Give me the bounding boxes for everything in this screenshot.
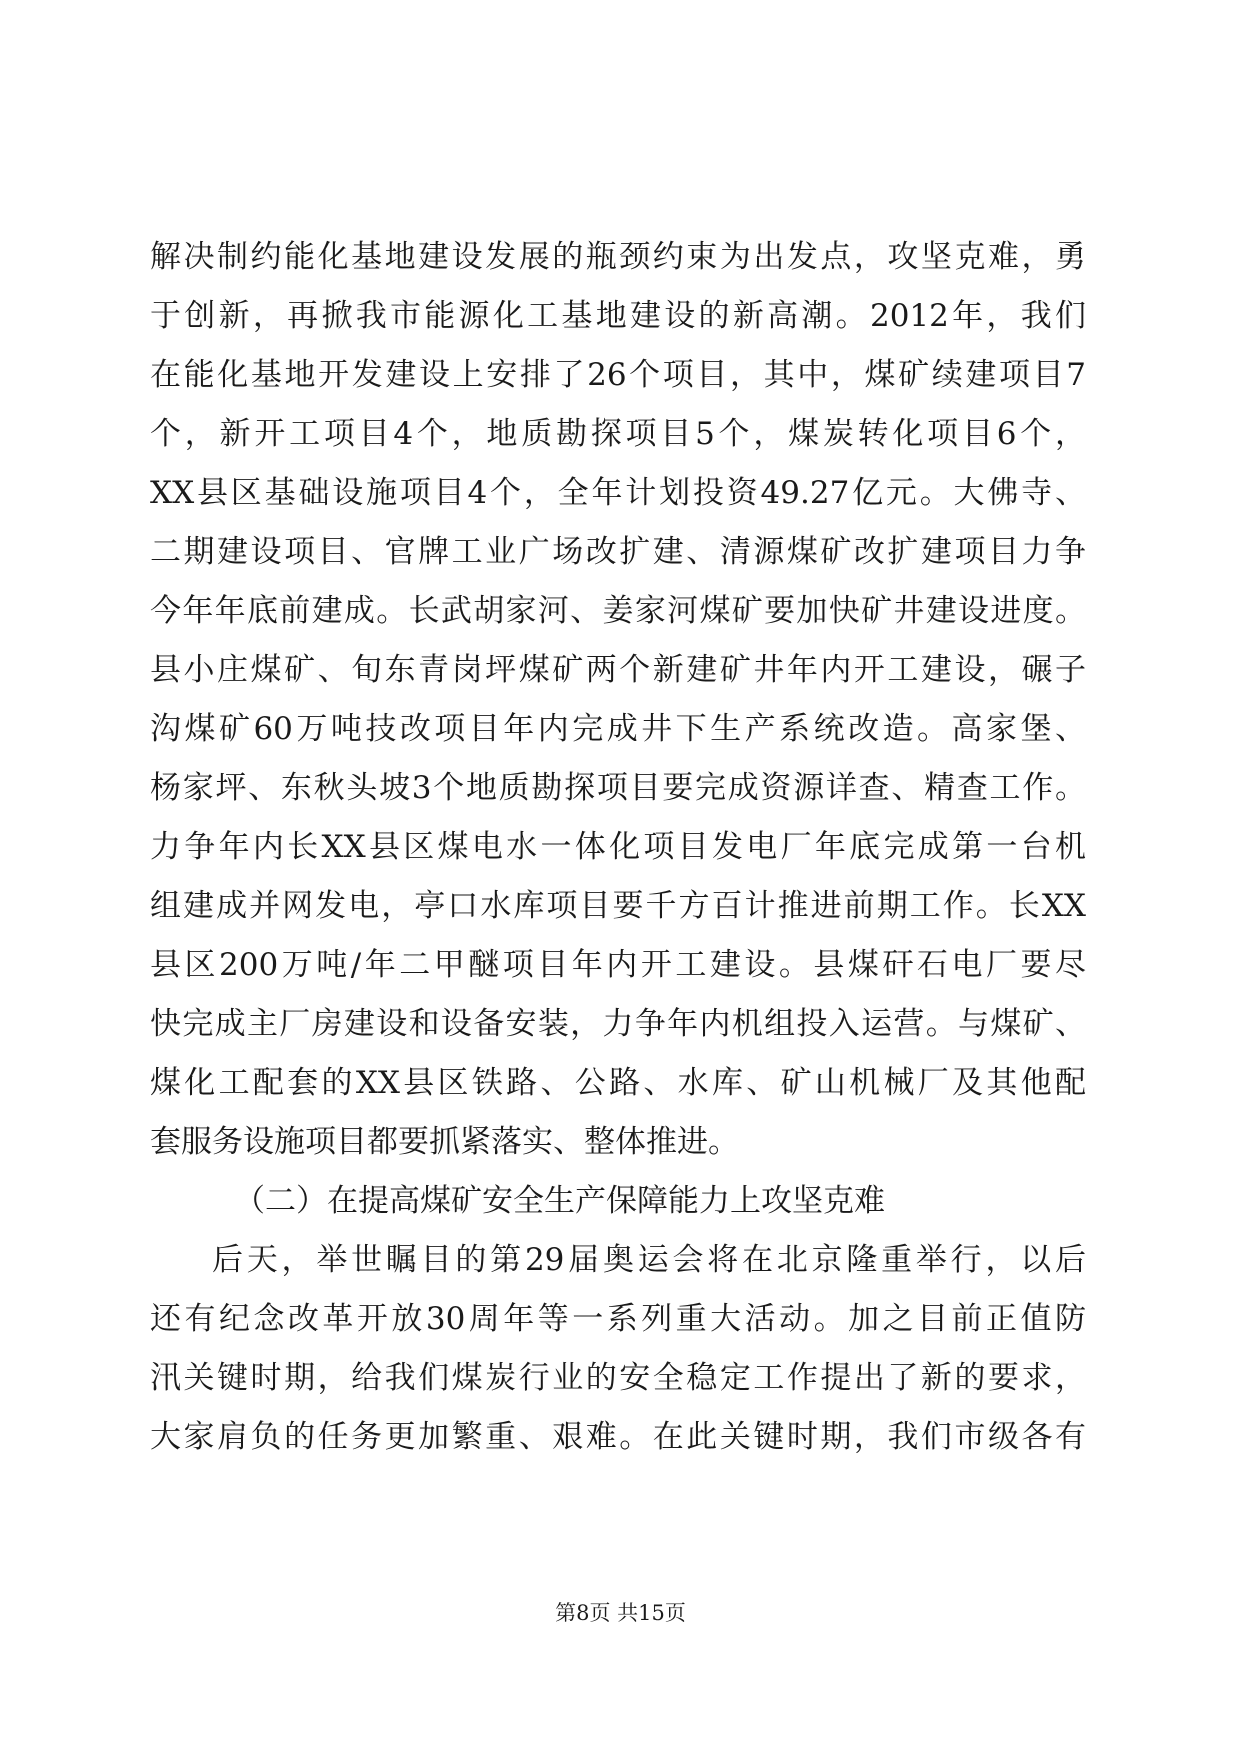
text-line: 在能化基地开发建设上安排了26个项目，其中，煤矿续建项目7 xyxy=(150,357,1086,393)
text-line: 于创新，再掀我市能源化工基地建设的新高潮。2012年，我们 xyxy=(150,298,1086,334)
text-line: 杨家坪、东秋头坡3个地质勘探项目要完成资源详查、精查工作。 xyxy=(150,770,1086,806)
paragraph-2 xyxy=(150,1231,1086,1467)
text-line: 力争年内长XX县区煤电水一体化项目发电厂年底完成第一台机 xyxy=(150,829,1086,865)
text-line: 沟煤矿60万吨技改项目年内完成井下生产系统改造。高家堡、 xyxy=(150,711,1086,747)
text-line: 县小庄煤矿、旬东青岗坪煤矿两个新建矿井年内开工建设，碾子 xyxy=(150,652,1086,688)
text-line: 今年年底前建成。长武胡家河、姜家河煤矿要加快矿井建设进度。 xyxy=(150,593,1086,629)
text-line: 个，新开工项目4个，地质勘探项目5个，煤炭转化项目6个， xyxy=(150,416,1086,452)
text-line: 汛关键时期，给我们煤炭行业的安全稳定工作提出了新的要求， xyxy=(150,1360,1086,1396)
text-line: 还有纪念改革开放30周年等一系列重大活动。加之目前正值防 xyxy=(150,1301,1086,1337)
text-line: 县区200万吨/年二甲醚项目年内开工建设。县煤矸石电厂要尽 xyxy=(150,947,1086,983)
section-heading: （二）在提高煤矿安全生产保障能力上攻坚克难 xyxy=(234,1183,885,1219)
text-line: 解决制约能化基地建设发展的瓶颈约束为出发点，攻坚克难，勇 xyxy=(150,239,1086,275)
text-line: 后天，举世瞩目的第29届奥运会将在北京隆重举行，以后 xyxy=(212,1242,1086,1278)
text-line: 大家肩负的任务更加繁重、艰难。在此关键时期，我们市级各有 xyxy=(150,1419,1086,1455)
text-line: XX县区基础设施项目4个，全年计划投资49.27亿元。大佛寺、 xyxy=(150,475,1086,511)
page-number-footer: 第8页 共15页 xyxy=(555,1601,686,1625)
text-line: 组建成并网发电，亭口水库项目要千方百计推进前期工作。长XX xyxy=(150,888,1086,924)
text-line: 快完成主厂房建设和设备安装，力争年内机组投入运营。与煤矿、 xyxy=(150,1006,1086,1042)
paragraph-1 xyxy=(150,228,1086,1172)
text-line: 套服务设施项目都要抓紧落实、整体推进。 xyxy=(150,1124,739,1160)
text-line: 煤化工配套的XX县区铁路、公路、水库、矿山机械厂及其他配 xyxy=(150,1065,1086,1101)
document-body xyxy=(150,228,1086,1467)
text-line: 二期建设项目、官牌工业广场改扩建、清源煤矿改扩建项目力争 xyxy=(150,534,1086,570)
